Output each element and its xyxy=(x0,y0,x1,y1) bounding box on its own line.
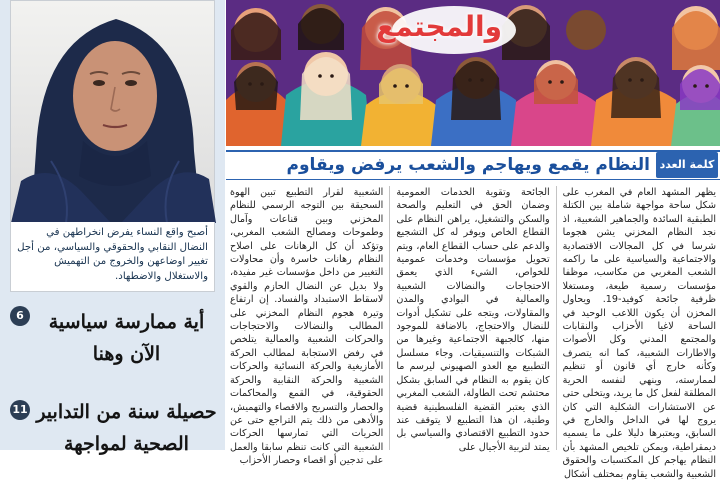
teaser-item[interactable] xyxy=(0,300,225,365)
teaser-item[interactable] xyxy=(0,396,225,455)
teaser-title: أية ممارسة سياسية الآن وهنا xyxy=(48,311,205,365)
photo-caption xyxy=(10,222,215,292)
column-divider xyxy=(556,186,557,450)
article-column: الشعبية لقرار التطبيع تبين الهوة السحيقة بين التوجه الرسمي للنظام المخزني وبين قناعات وآمال وطموحات ومصالح الشعب المغربي، وتؤكد أن كل الرهانات على اصلاح النظام رهانات خاسرة وأن محاولات التغيير من داخل مؤسسات غير مفيدة، ولا بديل عن النضال الحازم والقوي لاسقاط الاستبداد والفساد. إن ارتفاع وتيرة هجوم النظام المخزني على المطالب والنضالات والاحتجاجات والحركات الشعبية والعمالية يتلخص في رفض الاستجابة لمطالب الحركة الأمازيغية والحركة النسائية والحركات الشعبية والحركة النقابية والحركة الحقوقية، في القمع والمحاكمات والحصار والتسريح والاقصاء والتهميش، والأدهى من ذلك يتم التراجع حتى عن الحريات التي تمارسها الحركات الشعبية التي كانت تنظم سابقا والعمل على تدجين أو اقصاء وحصار الأحزاب xyxy=(230,187,384,467)
section-kicker: كلمة العدد xyxy=(656,152,718,178)
woman-portrait-icon xyxy=(11,1,216,223)
banner-title: والمجتمع xyxy=(376,10,502,43)
teaser-page-number: 11 xyxy=(10,400,30,420)
article-headline: النظام يقمع ويهاجم والشعب يرفض ويقاوم xyxy=(286,155,650,175)
portrait-photo xyxy=(10,0,215,222)
article-columns xyxy=(230,186,717,480)
photo-caption-text: أصبح واقع النساء يفرض انخراطهن في النضال النقابي والحقوقي والسياسي، من أجل تغيير اوضاعهن والخروج من التهميش والاستغلال والاضطهاد. xyxy=(17,227,208,282)
teaser-title: حصيلة سنة من التدابير الصحية لمواجهة xyxy=(36,401,217,455)
article-column: يظهر المشهد العام في المغرب على شكل ساحة مواجهة شاملة بين الكتلة الطبقية السائدة والجماهير الشعبية، اذ نجد النظام المخزني يشن هجوما شرسا في كل المجالات الاقتصادية والاجتماعية والسياسية على ما راكمه الشعب المغربي من مكاسب، موظفا مؤسسات رسمية طيعة، ومستغلا ظرفية جائحة كوفيد-19. ويحاول المخزن أن يكون اللاعب الوحيد في الساحة لاغيا الأحزاب والنقابات والمجتمع المدني وكل الأصوات والاطارات الشعبية، كما انه يتصرف وكأنه خارج أي قانون أو تنظيم لممارسته، وينهي لنفسه الحرية المطلقة لفعل كل ما يريد، ويتخلى حتى عن الاستشارات الشكلية التي كان يروج لها في الداخل والخارج في السابق، ويعتبرها دليلا على ما يسميه ديمقراطية، ويمكن تلخيص المشهد بأن النظام يهاجم كل المكتسبات والحقوق الشعبية والشعب يقاوم بمختلف أشكال xyxy=(562,187,717,480)
sidebar xyxy=(0,0,225,455)
banner-illustration xyxy=(226,0,720,146)
teaser-page-number: 6 xyxy=(10,306,30,326)
column-divider xyxy=(389,186,390,450)
article-column: الجائحة وتقوية الخدمات العمومية وضمان الحق في التعليم والصحة والسكن والتشغيل، يراهن النظام على القطاع الخاص ويوفر له كل التشجيع والدعم على حساب القطاع العام، ويتم تحويل مؤسسات وخدمات عمومية للخواص، الشيء الذي يعمق الاحتجاجات والنضالات الشعبية والعمالية في البوادي والمدن والمقاولات، ويتجه على تشكيل أدوات للنضال والاحتجاج، بالاضافة للموجود منها، كالجبهة الاجتماعية وغيرها من الشبكات والتنسيقيات. وجاء مسلسل التطبيع مع العدو الصهيوني ليرسم ما كان يقوم به النظام في السابق بشكل محتشم تحت الطاولة، الشعب المغربي الذي يعتبر القضية الفلسطينية قضية وطنية، ان هذا التطبيع لا يتوقف عند حدود التطبيع الاقتصادي والسياسي بل يمتد لتربية الأجيال على xyxy=(396,187,550,453)
editorial-article xyxy=(226,146,720,480)
